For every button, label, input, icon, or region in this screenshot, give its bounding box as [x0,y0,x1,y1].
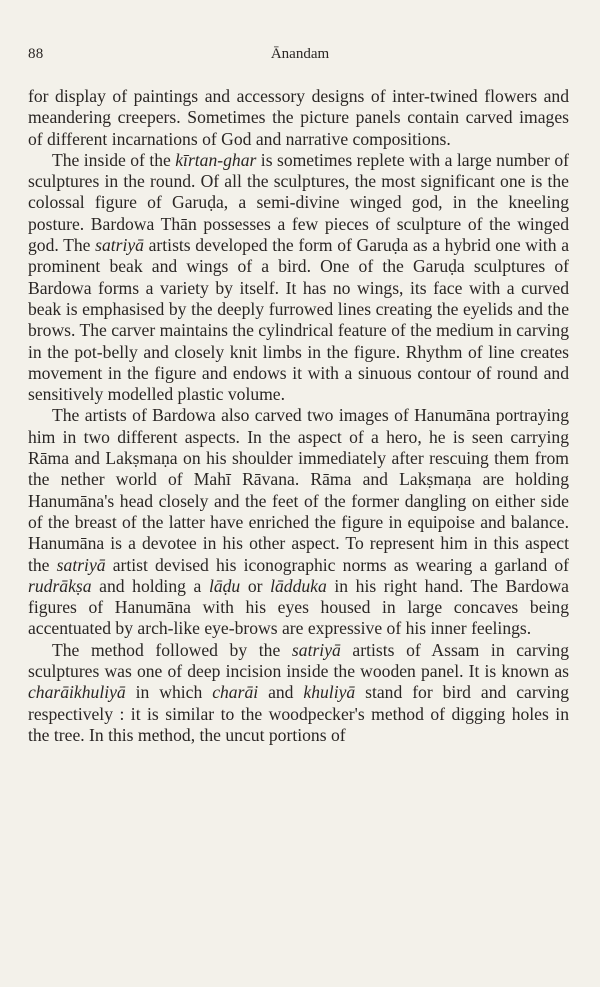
text-segment: is sometimes replete with a large number of sculptures in the round. Of all the sculptures, the most significant one is the colossal figure of Garuḍa, a semi-divine winged god, in the kneeling posture. Bardowa Thān possesses a few pieces of sculpture of the winged god. The [28,149,569,256]
italic-term: charāikhuliyā [28,682,126,703]
text-segment: and holding a [91,575,209,596]
text-segment: The inside of the [52,149,176,170]
paragraph-hanumana [28,405,569,639]
italic-term: khuliyā [303,682,356,703]
text-segment: artists of Assam in carving sculptures was one of deep incision inside the wooden panel. It is known as [28,639,569,682]
text-segment: or [240,575,271,596]
running-head: Ānandam [270,46,330,62]
italic-term: satriyā [95,235,144,256]
text-segment: artist devised his iconographic norms as wearing a garland of [105,554,569,575]
text-segment: The method followed by the [52,639,292,660]
italic-term: lādduka [270,575,327,596]
text-segment: stand for bird and carving respectively : it is similar to the woodpecker's method of digging holes in the tree. In this method, the uncut portions of [28,682,569,745]
paragraph-carving-method [28,640,569,746]
text-segment: for display of paintings and accessory designs of inter-twined flowers and meandering creepers. Sometimes the picture panels contain carved images of different incarnations of God and narrative compositions. [28,86,569,149]
body-text [28,86,569,746]
text-segment: and [258,682,304,703]
italic-term: lāḍu [208,575,241,596]
italic-term: satriyā [56,554,106,575]
paragraph-continued [28,86,569,150]
italic-term: rudrākṣa [28,575,92,596]
text-segment: in which [125,682,213,703]
italic-term: satriyā [291,639,341,660]
italic-term: charāi [212,682,259,703]
text-segment: The artists of Bardowa also carved two images of Hanumāna portraying him in two different aspects. In the aspect of a hero, he is seen carrying Rāma and Lakṣmaṇa on his shoulder immediately after rescuing them from the nether world of Mahī Rāvana. Rāma and Lakṣmaṇa are holding Hanumāna's head closely and the feet of the former dangling on either side of the breast of the latter have enriched the figure in equipoise and balance. Hanumāna is a devotee in his other aspect. To represent him in this aspect the [28,405,569,575]
paragraph-kirtan-ghar [28,150,569,406]
page-number: 88 [28,46,44,62]
text-segment: artists developed the form of Garuḍa as a hybrid one with a prominent beak and wings of a bird. One of the Garuḍa sculptures of Bardowa forms a variety by itself. It has no wings, its face with a curved beak is emphasised by the deeply furrowed lines creating the eyelids and the brows. The carver maintains the cylindrical feature of the medium in carving in the pot-belly and closely knit limbs in the figure. Rhythm of line creates movement in the figure and endows it with a sinuous contour of round and sensitively modelled plastic volume. [28,235,569,405]
text-segment: in his right hand. The Bardowa figures of Hanumāna with his eyes housed in large concaves being accentuated by arch-like eye-brows are expressive of his inner feelings. [28,575,569,639]
page-header [28,46,572,70]
italic-term: kīrtan-ghar [175,149,257,170]
